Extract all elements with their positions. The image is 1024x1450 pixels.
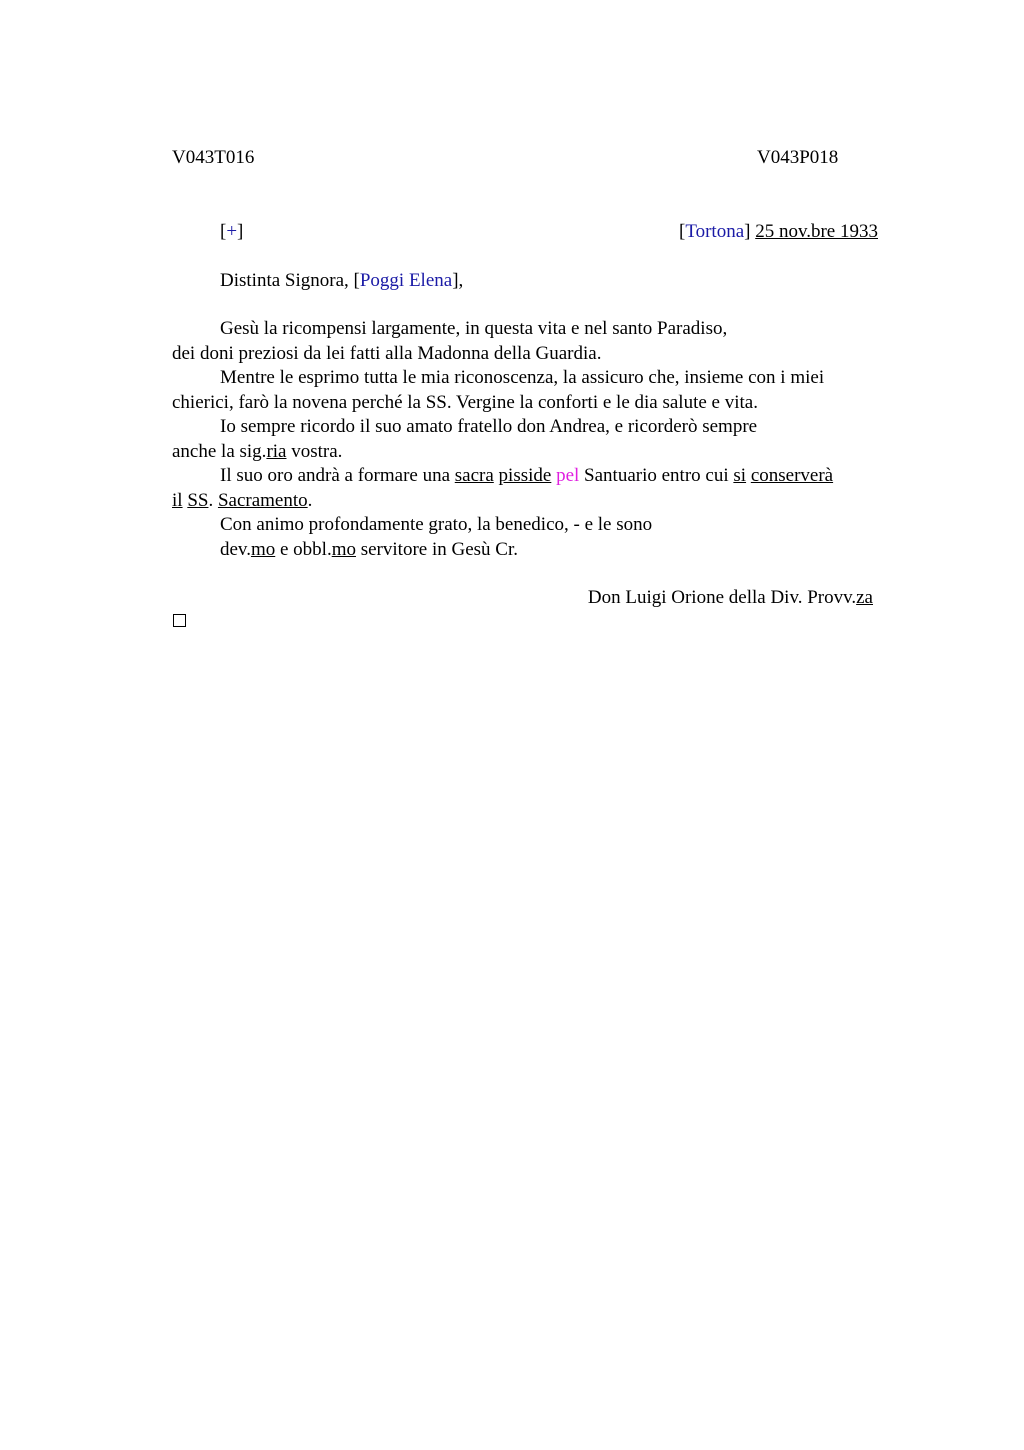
text-run: SS (187, 490, 209, 511)
text-run: mo (331, 539, 356, 560)
body-line: Con animo profondamente grato, la benedico, - e le sono (220, 514, 653, 535)
text-run: conserverà (750, 465, 834, 486)
text-run: pisside (498, 465, 552, 486)
text-run: si (733, 465, 747, 486)
document-code-right: V043P018 (757, 147, 839, 168)
body-line: Gesù la ricompensi largamente, in questa vita e nel santo Paradiso, (220, 318, 728, 339)
text-run: Il suo oro andrà a formare una (220, 465, 455, 486)
text-run: ria (266, 441, 287, 462)
text-run: il (172, 490, 183, 511)
salutation (220, 269, 463, 293)
end-of-document-box (173, 614, 186, 627)
closing-line (220, 538, 518, 562)
text-run: . (307, 490, 313, 511)
bracket: [ (220, 221, 227, 242)
body-line (172, 440, 342, 464)
text-run: Santuario entro cui (579, 465, 734, 486)
body-line: Io sempre ricordo il suo amato fratello don Andrea, e ricorderò sempre (220, 416, 758, 437)
salutation-text: ], (452, 270, 464, 291)
body-line: Mentre le esprimo tutta le mia riconoscenza, la assicuro che, insieme con i miei (220, 367, 825, 388)
signature (588, 586, 873, 610)
text-run: Sacramento (217, 490, 308, 511)
body-line (172, 489, 312, 513)
letter-date: 25 nov.bre 1933 (755, 221, 878, 242)
body-line (220, 464, 833, 488)
signature-text: Don Luigi Orione della Div. Provv. (587, 587, 857, 608)
text-run: sacra (454, 465, 494, 486)
text-run: anche la sig. (172, 441, 267, 462)
place-date (679, 220, 878, 244)
bracket: ] (744, 221, 751, 242)
bracket: ] (237, 221, 244, 242)
cross-mark (220, 220, 243, 244)
text-run: vostra. (286, 441, 343, 462)
document-code-left: V043T016 (172, 147, 255, 168)
recipient-name: Poggi Elena (359, 270, 453, 291)
text-run: e obbl. (275, 539, 332, 560)
text-run: servitore in Gesù Cr. (355, 539, 518, 560)
bracket: [ (678, 221, 686, 242)
body-line: chierici, farò la novena perché la SS. Vergine la conforti e le dia salute e vita. (172, 392, 758, 413)
text-run: . (208, 490, 218, 511)
text-run: dev. (220, 539, 251, 560)
place-name: Tortona (685, 221, 745, 242)
signature-text: za (856, 587, 873, 608)
cross-symbol: + (226, 221, 238, 242)
salutation-text: Distinta Signora, [ (220, 270, 360, 291)
highlighted-word: pel (556, 465, 580, 486)
body-line: dei doni preziosi da lei fatti alla Madonna della Guardia. (172, 343, 602, 364)
text-run: mo (250, 539, 276, 560)
